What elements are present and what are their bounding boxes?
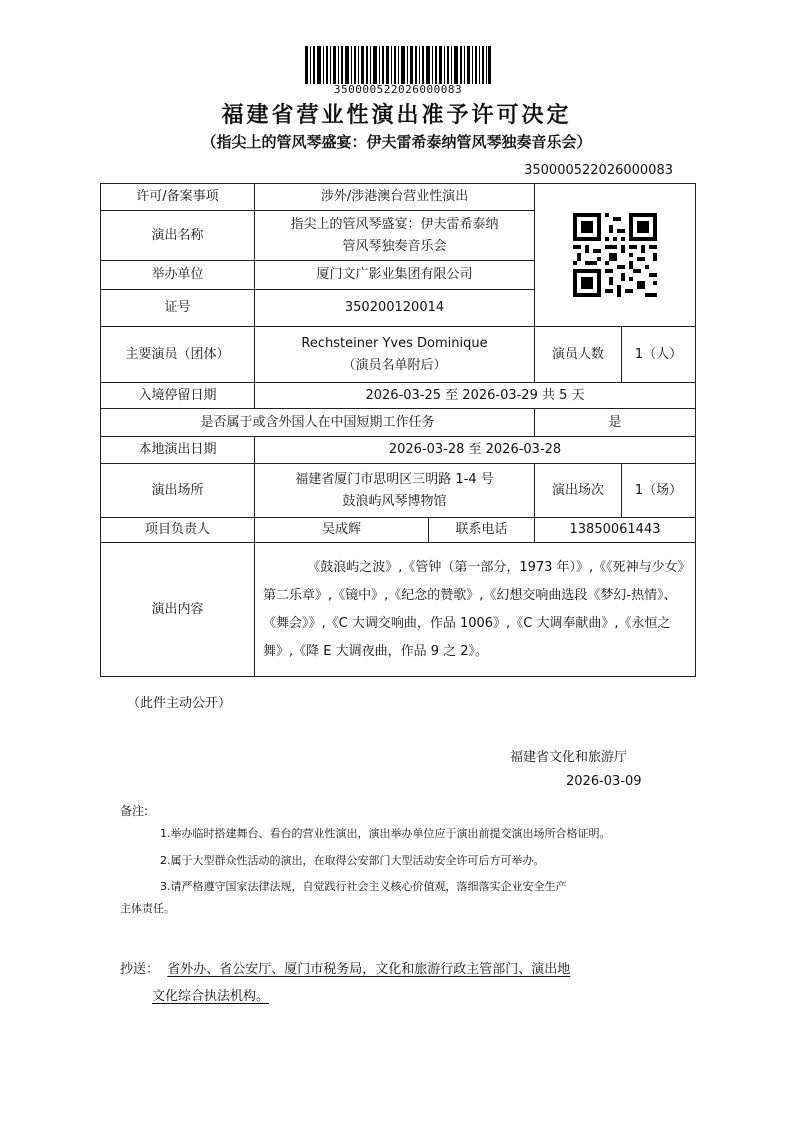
issuing-organization: 福建省文化和旅游厅 [510,750,628,765]
foreign-work-value: 是 [535,409,696,437]
performer-value [255,327,535,383]
organizer-label: 举办单位 [101,261,255,290]
show-name-line2: 管风琴独奏音乐会 [342,238,447,254]
entry-date-label: 入境停留日期 [101,383,255,409]
venue-line2: 鼓浪屿风琴博物馆 [342,493,447,509]
note-item: 1.举办临时搭建舞台、看台的营业性演出，演出举办单位应于演出前提交演出场所合格证明。 [160,827,611,840]
cc-recipients-line2: 文化综合执法机构。 [152,989,270,1004]
venue-value [255,464,535,518]
content-label: 演出内容 [101,543,255,677]
document-number: 350000522026000083 [524,163,673,178]
organizer-value: 厦门文广影业集团有限公司 [255,261,535,290]
sessions-value: 1（场） [622,464,696,518]
show-name-line1: 指尖上的管风琴盛宴：伊夫雷希泰纳 [290,216,499,232]
sessions-label: 演出场次 [535,464,622,518]
entry-date-value: 2026-03-25 至 2026-03-29 共 5 天 [255,383,696,409]
show-name-label: 演出名称 [101,211,255,261]
cc-recipients-line1: 省外办、省公安厅、厦门市税务局，文化和旅游行政主管部门、演出地 [167,962,571,977]
note-item: 2.属于大型群众性活动的演出，在取得公安部门大型活动安全许可后方可举办。 [160,854,545,867]
foreign-work-label: 是否属于或含外国人在中国短期工作任务 [101,409,535,437]
notes-label: 备注: [120,804,149,818]
performer-count-value: 1（人） [622,327,696,383]
manager-value: 吴成辉 [255,518,429,543]
show-name-value [255,211,535,261]
barcode-number: 350000522026000083 [333,83,463,96]
performer-count-label: 演员人数 [535,327,622,383]
license-value: 350200120014 [255,290,535,327]
document-title: 福建省营业性演出准予许可决定 [221,103,572,128]
permit-type-label: 许可/备案事项 [101,184,255,211]
cc-block [120,956,690,1010]
license-label: 证号 [101,290,255,327]
local-date-label: 本地演出日期 [101,437,255,464]
document-subtitle: （指尖上的管风琴盛宴：伊夫雷希泰纳管风琴独奏音乐会） [201,133,592,151]
qr-code-image [573,213,657,297]
venue-label: 演出场所 [101,464,255,518]
note-item: 3.请严格遵守国家法律法规，自觉践行社会主义核心价值观，落细落实企业安全生产 [160,880,567,893]
note-item-continuation: 主体责任。 [120,902,175,915]
phone-value: 13850061443 [535,518,696,543]
issue-date: 2026-03-09 [566,774,642,789]
permit-table [100,183,696,677]
permit-type-value: 涉外/涉港澳台营业性演出 [255,184,535,211]
performer-line2: （演员名单附后） [342,357,447,373]
venue-line1: 福建省厦门市思明区三明路 1-4 号 [295,471,494,487]
local-date-value: 2026-03-28 至 2026-03-28 [255,437,696,464]
cc-label: 抄送： [120,962,160,977]
qr-code-cell [535,184,696,327]
performer-line1: Rechsteiner Yves Dominique [301,335,488,351]
phone-label: 联系电话 [429,518,535,543]
barcode-image [305,46,491,84]
performer-label: 主要演员（团体） [101,327,255,383]
content-value: 《鼓浪屿之波》,《管钟（第一部分，1973 年）》,《《死神与少女》第二乐章》,《镜中》,《纪念的赞歌》,《幻想交响曲选段《梦幻-热情》、《舞会》》,《C 大调交响曲，作品 1006》,《C 大调奉献曲》,《永恒之舞》,《降 E 大调夜曲，作品 9 之 2》。 [255,543,696,677]
public-disclosure-note: （此件主动公开） [127,696,232,711]
manager-label: 项目负责人 [101,518,255,543]
